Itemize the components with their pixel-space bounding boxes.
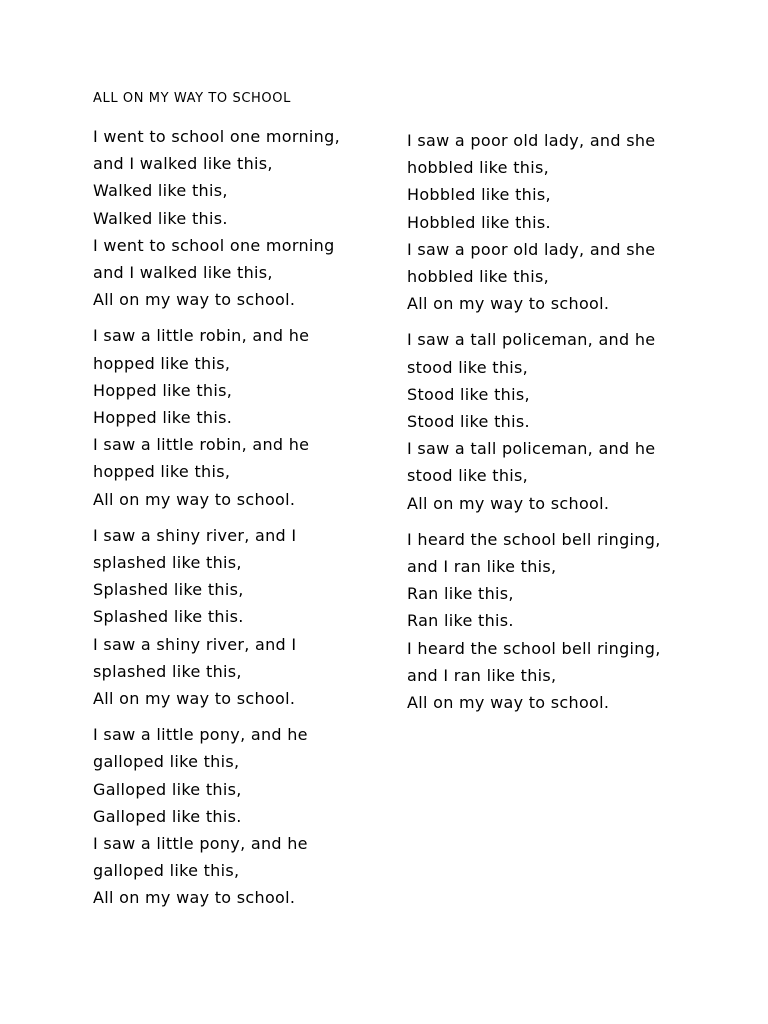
poem-line: All on my way to school. [407, 493, 610, 513]
poem-line: galloped like this, [93, 752, 240, 772]
right-column [407, 127, 727, 725]
poem-line: I saw a shiny river, and I [93, 634, 297, 654]
poem-line: I saw a little robin, and he [93, 326, 310, 346]
poem-line: Ran like this. [407, 611, 514, 631]
poem-line: Hopped like this, [93, 380, 233, 400]
poem-line: and I ran like this, [407, 665, 557, 685]
poem-line: I heard the school bell ringing, [407, 638, 661, 658]
poem-line: I saw a little robin, and he [93, 435, 310, 455]
poem-line: and I walked like this, [93, 154, 273, 174]
poem-line: hopped like this, [93, 462, 231, 482]
poem-line: Walked like this, [93, 181, 228, 201]
poem-line: All on my way to school. [407, 693, 610, 713]
poem-line: I saw a tall policeman, and he [407, 330, 656, 350]
poem-line: I went to school one morning [93, 235, 335, 255]
poem-line: hobbled like this, [407, 267, 549, 287]
poem-line: Splashed like this. [93, 607, 244, 627]
poem-line: and I ran like this, [407, 557, 557, 577]
poem-line: I saw a shiny river, and I [93, 525, 297, 545]
poem-line: Stood like this. [407, 412, 530, 432]
stanza-lady [407, 127, 727, 317]
poem-line: Splashed like this, [93, 580, 244, 600]
poem-line: Walked like this. [93, 208, 228, 228]
poem-line: hopped like this, [93, 353, 231, 373]
poem-line: I saw a poor old lady, and she [407, 239, 656, 259]
poem-line: I saw a little pony, and he [93, 725, 308, 745]
poem-line: Galloped like this, [93, 779, 242, 799]
document-title: ALL ON MY WAY TO SCHOOL [93, 91, 291, 106]
poem-line: I went to school one morning, [93, 127, 340, 146]
stanza-river [93, 522, 413, 712]
poem-line: hobbled like this, [407, 158, 549, 178]
stanza-robin [93, 322, 413, 512]
poem-line: Hopped like this. [93, 408, 233, 428]
poem-line: All on my way to school. [93, 888, 296, 908]
poem-line: All on my way to school. [93, 689, 296, 709]
stanza-policeman [407, 326, 727, 516]
poem-line: I saw a poor old lady, and she [407, 131, 656, 150]
stanza-pony [93, 721, 413, 911]
stanza-bell [407, 526, 727, 716]
stanza-walked [93, 123, 413, 313]
poem-line: splashed like this, [93, 553, 242, 573]
poem-line: splashed like this, [93, 661, 242, 681]
poem-line: I heard the school bell ringing, [407, 529, 661, 549]
poem-line: All on my way to school. [93, 489, 296, 509]
poem-line: and I walked like this, [93, 263, 273, 283]
poem-line: galloped like this, [93, 861, 240, 881]
poem-line: I saw a tall policeman, and he [407, 439, 656, 459]
poem-line: Stood like this, [407, 384, 530, 404]
poem-line: Hobbled like this, [407, 185, 551, 205]
poem-line: stood like this, [407, 466, 529, 486]
poem-line: Galloped like this. [93, 806, 242, 826]
poem-line: Ran like this, [407, 584, 514, 604]
poem-line: I saw a little pony, and he [93, 834, 308, 854]
poem-line: All on my way to school. [407, 294, 610, 314]
poem-line: Hobbled like this. [407, 212, 551, 232]
left-column [93, 123, 413, 921]
poem-line: All on my way to school. [93, 290, 296, 310]
poem-line: stood like this, [407, 357, 529, 377]
